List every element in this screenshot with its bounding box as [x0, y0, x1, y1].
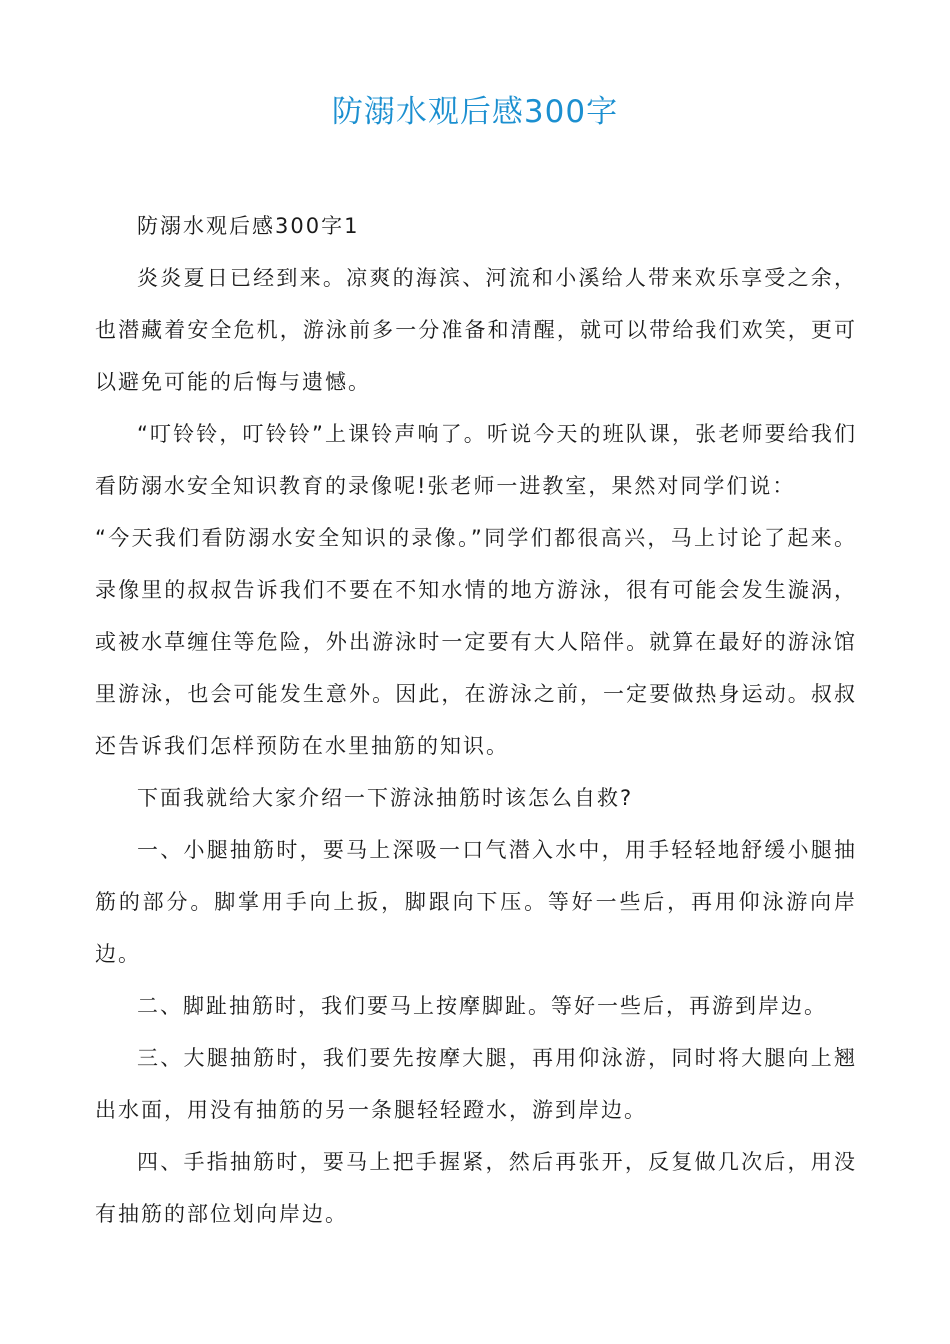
paragraph-class-bell: “叮铃铃，叮铃铃”上课铃声响了。听说今天的班队课，张老师要给我们看防溺水安全知识教育的录像呢!张老师一进教室，果然对同学们说：	[95, 422, 857, 498]
paragraph-video: “今天我们看防溺水安全知识的录像。”同学们都很高兴，马上讨论了起来。 录像里的叔叔告诉我们不要在不知水情的地方游泳，很有可能会发生漩涡，或被水草缠住等危险，外出游泳时一定要有大人陪伴。就算在最好的游泳馆里游泳，也会可能发生意外。因此，在游泳之前，一定要做热身运动。叔叔还告诉我们怎样预防在水里抽筋的知识。	[95, 526, 857, 758]
document-title: 防溺水观后感300字	[331, 94, 619, 130]
section-heading: 防溺水观后感300字1	[137, 214, 360, 238]
paragraph-toe-cramp: 二、脚趾抽筋时，我们要马上按摩脚趾。等好一些后，再游到岸边。	[137, 994, 827, 1018]
paragraph-thigh-cramp: 三、大腿抽筋时，我们要先按摩大腿，再用仰泳游，同时将大腿向上翘出水面，用没有抽筋的另一条腿轻轻蹬水，游到岸边。	[95, 1046, 857, 1122]
paragraph-finger-cramp: 四、手指抽筋时，要马上把手握紧，然后再张开，反复做几次后，用没有抽筋的部位划向岸边。	[95, 1150, 857, 1226]
document-body	[95, 200, 857, 1240]
paragraph-intro: 炎炎夏日已经到来。凉爽的海滨、河流和小溪给人带来欢乐享受之余，也潜藏着安全危机，游泳前多一分准备和清醒，就可以带给我们欢笑，更可以避免可能的后悔与遗憾。	[95, 266, 857, 394]
paragraph-calf-cramp: 一、小腿抽筋时，要马上深吸一口气潜入水中，用手轻轻地舒缓小腿抽筋的部分。脚掌用手向上扳，脚跟向下压。等好一些后，再用仰泳游向岸边。	[95, 838, 857, 966]
paragraph-self-rescue-intro: 下面我就给大家介绍一下游泳抽筋时该怎么自救?	[137, 786, 634, 810]
